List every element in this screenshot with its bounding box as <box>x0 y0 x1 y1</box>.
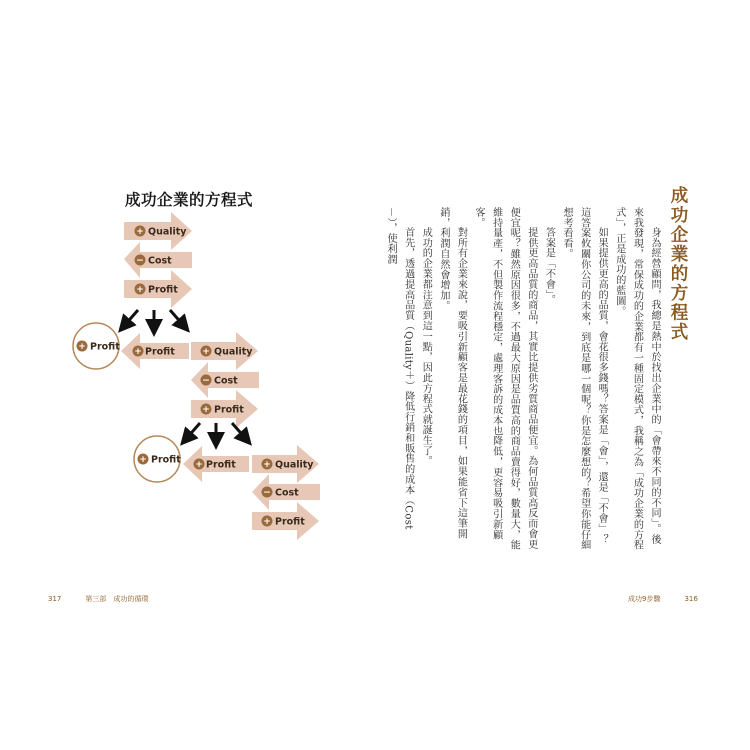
profit-text: Profit <box>148 284 178 296</box>
plus-icon-glyph: + <box>136 285 144 295</box>
profit-text: Profit <box>90 341 120 353</box>
paragraph: 成功的企業都注意到這一點，因此方程式就誕生了。 <box>420 227 432 467</box>
page-number: 316 <box>684 595 698 603</box>
profit-text: Profit <box>214 404 244 416</box>
diagonal-arrow-icon <box>170 310 184 326</box>
plus-icon-glyph: + <box>139 455 147 465</box>
quality-text: Quality <box>275 459 314 471</box>
cost-text: Cost <box>148 255 172 267</box>
running-section-title: 第三部 成功的循環 <box>85 595 149 603</box>
diagram-title: 成功企業的方程式 <box>125 191 254 209</box>
body-text <box>385 207 663 552</box>
right-page-footer <box>628 594 698 604</box>
minus-icon-glyph: − <box>263 488 271 498</box>
quality-text: Quality <box>214 346 253 358</box>
profit-text: Profit <box>206 459 236 471</box>
page-number: 317 <box>48 595 62 603</box>
plus-icon-glyph: + <box>263 517 271 527</box>
quality-label <box>135 226 188 238</box>
paragraph: 答案是「不會」。 <box>543 227 555 306</box>
cost-label <box>135 255 173 267</box>
profit-text: Profit <box>145 346 175 358</box>
plus-icon-glyph: + <box>134 347 142 357</box>
paragraph: 首先，透過提高品質（Quality＋）降低行銷和販售的成本（Cost－），使利潤 <box>385 207 414 530</box>
plus-icon-glyph: + <box>202 405 210 415</box>
cost-text: Cost <box>214 375 238 387</box>
profit-text: Profit <box>275 516 305 528</box>
running-section-title: 成功9步驟 <box>628 595 661 603</box>
diagonal-arrow-icon <box>186 423 200 439</box>
minus-icon-glyph: − <box>136 256 144 266</box>
paragraph: 對所有企業來說，要吸引新顧客是最花錢的項目，如果能省下這筆開銷，利潤自然會增加。 <box>437 207 467 540</box>
paragraph: 提供更高品質的商品，其實比提供劣質商品便宜。為何品質高反而會更便宜呢？雖然原因很多，不過最大原因是品質高的商品賣得好，數量大，能維持量產，不但製作流程穩定，處理客訴的成本也降低，更容易吸引新顧客。 <box>473 207 537 551</box>
paragraph: 身為經營顧問，我總是熱中於找出企業中的「會帶來不同的不同」。後來我發現，常保成功的企業都有一種固定模式，我稱之為「成功企業的方程式」，正是成功的藍圖。 <box>613 207 660 551</box>
plus-icon-glyph: + <box>263 460 271 470</box>
left-page-footer <box>48 594 148 604</box>
cost-text: Cost <box>275 487 299 499</box>
quality-text: Quality <box>148 226 187 238</box>
plus-icon-glyph: + <box>78 342 86 352</box>
paragraph: 如果提供更高的品質，會花很多錢嗎？答案是「會」，還是「不會」？這答案攸關你公司的未來，到底是哪一個呢？你是怎麼想的？希望你能仔細想考看看。 <box>561 207 608 551</box>
diagonal-arrow-icon <box>124 310 138 326</box>
plus-icon-glyph: + <box>195 460 203 470</box>
plus-icon-glyph: + <box>136 227 144 237</box>
profit-text: Profit <box>151 454 181 466</box>
chapter-heading: 成功企業的方程式 <box>668 186 688 342</box>
minus-icon-glyph: − <box>202 376 210 386</box>
profit-label <box>135 284 179 296</box>
plus-icon-glyph: + <box>202 347 210 357</box>
